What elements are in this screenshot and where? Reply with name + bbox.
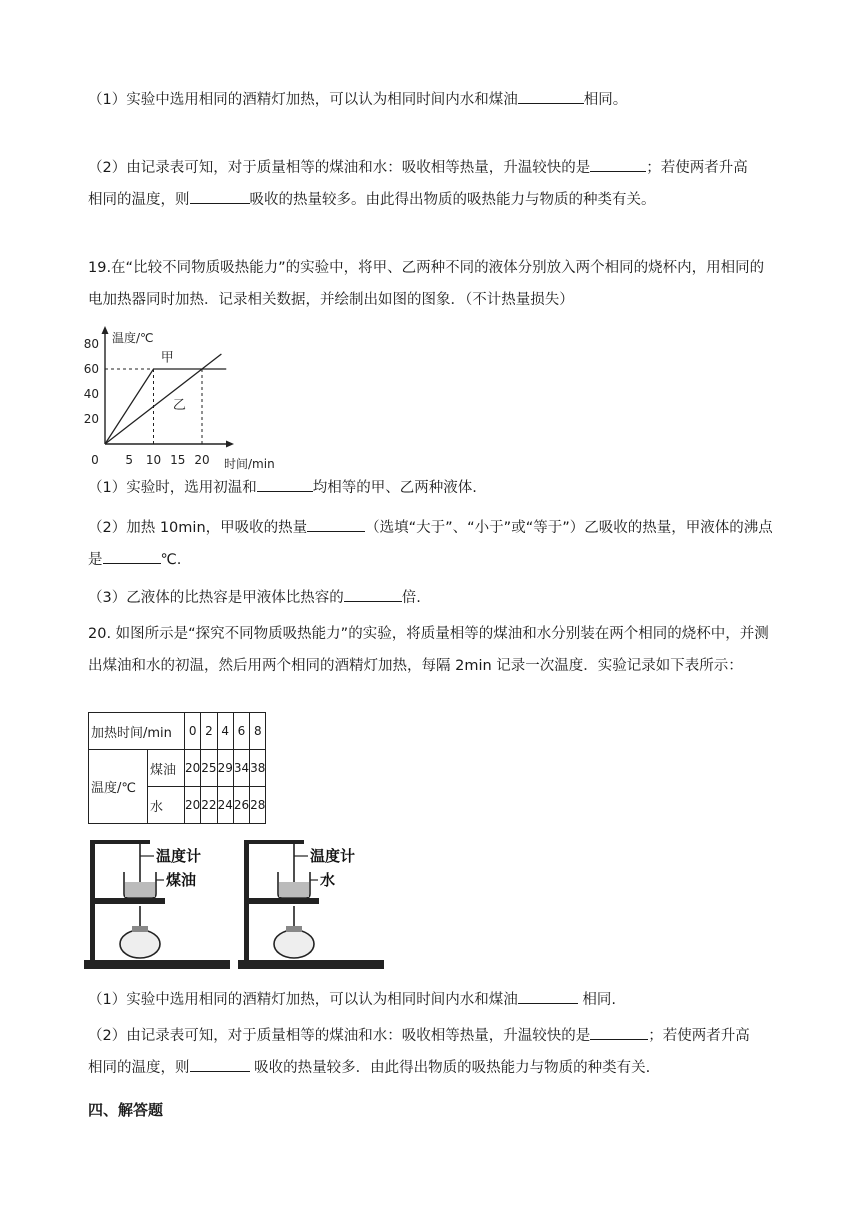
y-tick-label: 80 xyxy=(83,337,99,351)
temp-cell: 34 xyxy=(233,750,249,787)
temp-cell: 26 xyxy=(233,787,249,824)
temp-header: 温度/℃ xyxy=(89,750,148,824)
thermometer-label: 温度计 xyxy=(156,847,202,865)
temperature-time-graph xyxy=(78,322,298,470)
answer-blank[interactable] xyxy=(518,87,584,104)
q19-part1: （1）实验时，选用初温和 均相等的甲、乙两种液体. xyxy=(88,474,778,502)
liquid xyxy=(125,882,155,897)
liquid xyxy=(279,882,309,897)
liquid-label: 水 xyxy=(320,871,336,889)
temp-cell: 22 xyxy=(201,787,217,824)
temp-cell: 20 xyxy=(185,787,201,824)
q19-part2-line2: 是 ℃. xyxy=(88,546,778,574)
thermometer-label: 温度计 xyxy=(310,847,356,865)
temp-cell: 38 xyxy=(250,750,266,787)
section-heading: 四、解答题 xyxy=(88,1101,164,1119)
q18-part2-line2: 相同的温度，则 吸收的热量较多。由此得出物质的吸热能力与物质的种类有关。 xyxy=(88,186,778,214)
liquid-label: 煤油 xyxy=(166,871,197,889)
gauze-ring xyxy=(249,898,319,904)
table-row xyxy=(89,750,266,787)
q19-stem-line1: 19.在“比较不同物质吸热能力”的实验中，将甲、乙两种不同的液体分别放入两个相同的烧杯内，用相同的 xyxy=(88,260,765,276)
stand-rod xyxy=(90,840,95,962)
answer-blank[interactable] xyxy=(190,187,250,204)
answer-blank[interactable] xyxy=(590,1023,648,1040)
y-axis-label: 温度/℃ xyxy=(112,331,154,345)
temp-cell: 25 xyxy=(201,750,217,787)
answer-blank[interactable] xyxy=(103,547,161,564)
q20-part1: （1）实验中选用相同的酒精灯加热，可以认为相同时间内水和煤油 相同. xyxy=(88,986,778,1014)
q20-part2-line2: 相同的温度，则 吸收的热量较多．由此得出物质的吸热能力与物质的种类有关. xyxy=(88,1054,778,1082)
clamp-arm xyxy=(90,840,150,844)
y-tick-label: 40 xyxy=(83,387,99,401)
apparatus-water xyxy=(238,836,388,974)
q19-part3: （3）乙液体的比热容是甲液体比热容的 倍. xyxy=(88,584,778,612)
series-label-yi: 乙 xyxy=(172,398,186,413)
row-label: 水 xyxy=(148,787,185,824)
q18-part2-line1: （2）由记录表可知，对于质量相等的煤油和水：吸收相等热量，升温较快的是 ；若使两者升高 xyxy=(88,154,778,182)
x-axis-arrow xyxy=(226,441,234,448)
temp-cell: 20 xyxy=(185,750,201,787)
q19-part2-line1: （2）加热 10min，甲吸收的热量 （选填“大于”、“小于”或“等于”）乙吸收的热量，甲液体的沸点 xyxy=(88,514,778,542)
alcohol-lamp xyxy=(274,930,314,958)
q20-stem-line2: 出煤油和水的初温，然后用两个相同的酒精灯加热，每隔 2min 记录一次温度．实验记录如下表所示： xyxy=(88,658,743,674)
q19-stem-line2: 电加热器同时加热．记录相关数据，并绘制出如图的图象．（不计热量损失） xyxy=(88,292,574,308)
base-plate xyxy=(238,960,384,969)
time-cell: 8 xyxy=(250,713,266,750)
q20-stem-line1: 20. 如图所示是“探究不同物质吸热能力”的实验，将质量相等的煤油和水分别装在两个相同的烧杯中，并测 xyxy=(88,626,769,642)
x-tick-label: 15 xyxy=(170,453,186,467)
time-cell: 2 xyxy=(201,713,217,750)
answer-blank[interactable] xyxy=(590,155,646,172)
y-tick-label: 60 xyxy=(83,362,99,376)
answer-blank[interactable] xyxy=(257,475,313,492)
answer-blank[interactable] xyxy=(190,1055,250,1072)
y-axis-arrow xyxy=(102,326,109,334)
time-cell: 4 xyxy=(217,713,233,750)
x-axis-label: 时间/min xyxy=(224,457,275,470)
q20-part2-line1: （2）由记录表可知，对于质量相等的煤油和水：吸收相等热量，升温较快的是 ；若使两者升高 xyxy=(88,1022,778,1050)
lamp-neck xyxy=(132,926,148,932)
answer-blank[interactable] xyxy=(344,585,402,602)
gauze-ring xyxy=(95,898,165,904)
temp-cell: 28 xyxy=(250,787,266,824)
alcohol-lamp xyxy=(120,930,160,958)
series-label-jia: 甲 xyxy=(160,350,174,366)
x-tick-label: 20 xyxy=(194,453,210,467)
clamp-arm xyxy=(244,840,304,844)
apparatus-kerosene xyxy=(84,836,234,974)
x-tick-label: 0 xyxy=(91,453,99,467)
x-tick-label: 10 xyxy=(145,453,162,467)
time-header: 加热时间/min xyxy=(89,713,185,750)
base-plate xyxy=(84,960,230,969)
stand-rod xyxy=(244,840,249,962)
y-tick-label: 20 xyxy=(83,412,99,426)
answer-blank[interactable] xyxy=(307,515,365,532)
x-tick-label: 5 xyxy=(125,453,134,467)
series-line-jia xyxy=(105,369,226,444)
q18-part1: （1）实验中选用相同的酒精灯加热，可以认为相同时间内水和煤油 相同。 xyxy=(88,86,778,114)
temperature-record-table xyxy=(88,712,266,824)
temp-cell: 29 xyxy=(217,750,233,787)
lamp-neck xyxy=(286,926,302,932)
answer-blank[interactable] xyxy=(518,987,578,1004)
time-cell: 6 xyxy=(233,713,249,750)
row-label: 煤油 xyxy=(148,750,185,787)
temp-cell: 24 xyxy=(217,787,233,824)
series-line-yi xyxy=(105,354,221,444)
table-row xyxy=(89,713,266,750)
time-cell: 0 xyxy=(185,713,201,750)
